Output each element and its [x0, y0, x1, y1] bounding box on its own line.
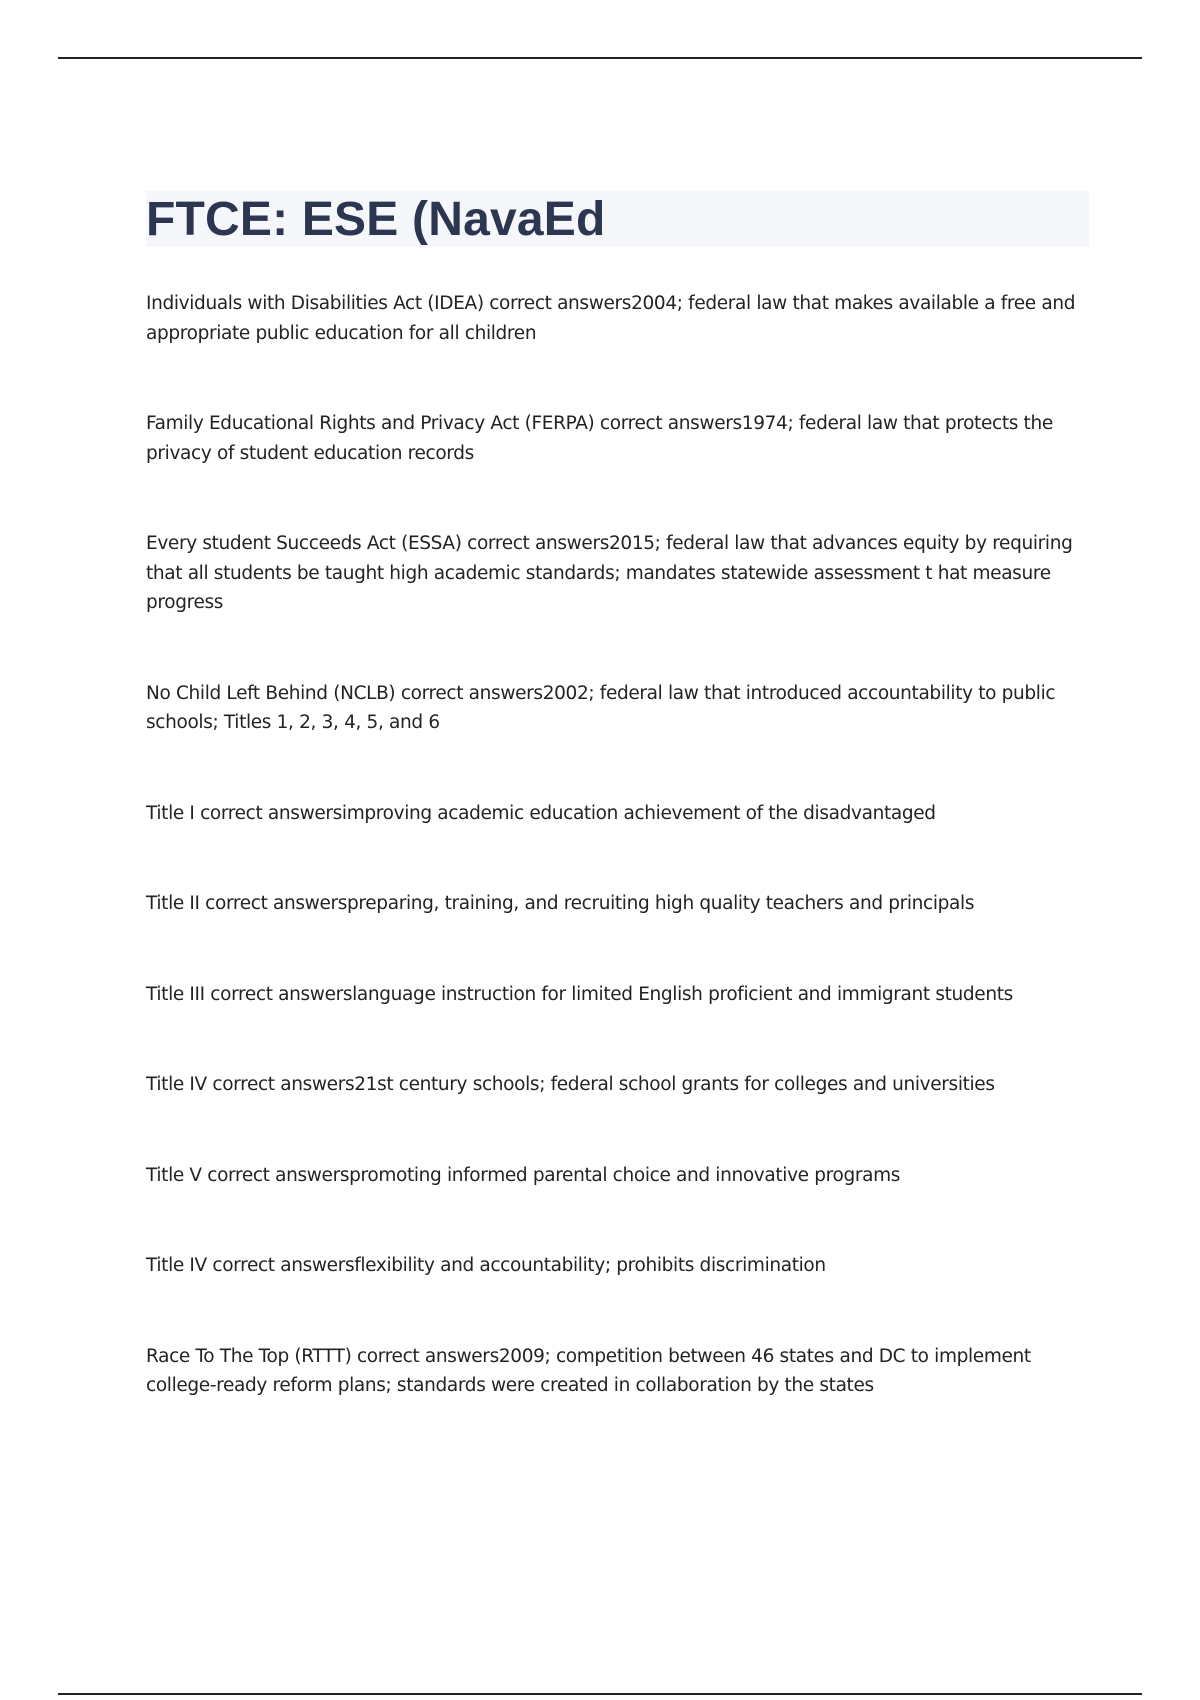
entry-title-ii: Title II correct answerspreparing, training, and recruiting high quality teachers and principals	[146, 893, 975, 914]
top-rule	[58, 57, 1142, 59]
entry-title-i: Title I correct answersimproving academic education achievement of the disadvantaged	[146, 802, 936, 824]
entry-title-v: Title V correct answerspromoting informed parental choice and innovative programs	[146, 1164, 901, 1186]
entry-idea: Individuals with Disabilities Act (IDEA) correct answers2004; federal law that makes available a free and appropriate public education for all children	[146, 293, 1076, 344]
entry-ferpa: Family Educational Rights and Privacy Act (FERPA) correct answers1974; federal law that protects the privacy of student education records	[146, 413, 1053, 464]
entry-title-iv-second: Title IV correct answersflexibility and accountability; prohibits discrimination	[146, 1255, 826, 1276]
page-title: FTCE: ESE (NavaEd	[146, 193, 606, 246]
entry-nclb: No Child Left Behind (NCLB) correct answers2002; federal law that introduced accountability to public schools; Titles 1, 2, 3, 4, 5, and 6	[146, 682, 1056, 733]
entry-title-iv: Title IV correct answers21st century schools; federal school grants for colleges and universities	[146, 1074, 995, 1095]
entry-title-iii: Title III correct answerslanguage instruction for limited English proficient and immigrant students	[146, 983, 1013, 1005]
entry-rttt: Race To The Top (RTTT) correct answers2009; competition between 46 states and DC to implement college-ready reform plans; standards were created in collaboration by the states	[146, 1345, 1031, 1396]
entry-essa: Every student Succeeds Act (ESSA) correct answers2015; federal law that advances equity by requiring that all students be taught high academic standards; mandates statewide assessment t hat measure progress	[146, 533, 1073, 613]
entry-list	[146, 289, 1090, 1401]
bottom-rule	[58, 1693, 1142, 1695]
